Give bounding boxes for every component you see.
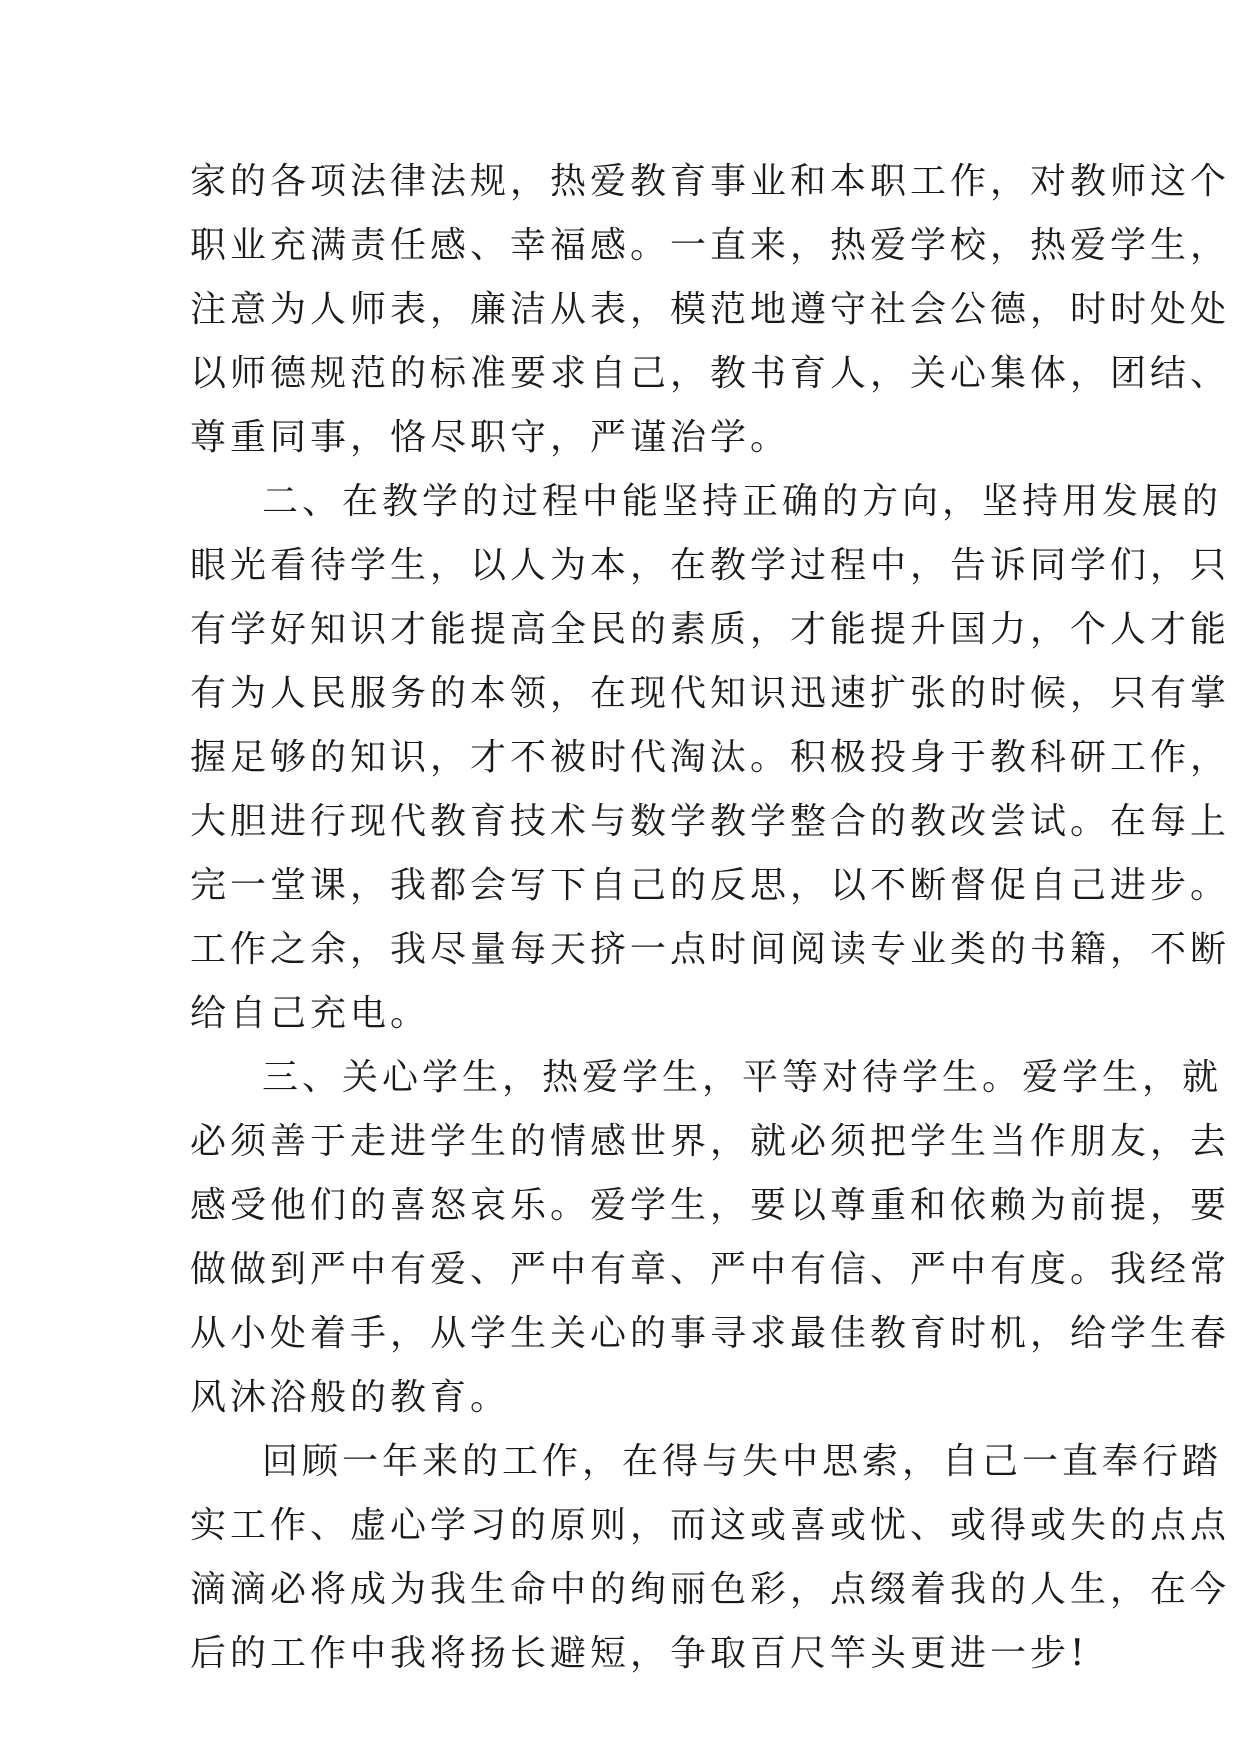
text-line: 眼光看待学生，以人为本，在教学过程中，告诉同学们，只 bbox=[190, 545, 1231, 586]
text-line: 以师德规范的标准要求自己，教书育人，关心集体，团结、 bbox=[190, 353, 1231, 394]
text-line: 有学好知识才能提高全民的素质，才能提升国力，个人才能 bbox=[190, 609, 1231, 650]
text-line: 必须善于走进学生的情感世界，就必须把学生当作朋友，去 bbox=[190, 1121, 1231, 1162]
text-line: 从小处着手，从学生关心的事寻求最佳教育时机，给学生春 bbox=[190, 1313, 1231, 1354]
text-line: 家的各项法律法规，热爱教育事业和本职工作，对教师这个 bbox=[190, 161, 1231, 202]
text-line: 感受他们的喜怒哀乐。爱学生，要以尊重和依赖为前提，要 bbox=[190, 1185, 1231, 1226]
text-line: 工作之余，我尽量每天挤一点时间阅读专业类的书籍，不断 bbox=[190, 929, 1231, 970]
text-line: 后的工作中我将扬长避短，争取百尺竿头更进一步! bbox=[190, 1633, 1089, 1674]
text-line: 握足够的知识，才不被时代淘汰。积极投身于教科研工作， bbox=[190, 737, 1231, 778]
paragraph-start-line: 三、关心学生，热爱学生，平等对待学生。爱学生，就 bbox=[262, 1057, 1223, 1098]
text-line: 实工作、虚心学习的原则，而这或喜或忧、或得或失的点点 bbox=[190, 1505, 1231, 1546]
document-body bbox=[190, 150, 1231, 1686]
paragraph-start-line: 回顾一年来的工作，在得与失中思索，自己一直奉行踏 bbox=[262, 1441, 1223, 1482]
text-line: 注意为人师表，廉洁从表，模范地遵守社会公德，时时处处 bbox=[190, 289, 1231, 330]
text-line: 尊重同事，恪尽职守，严谨治学。 bbox=[190, 417, 791, 458]
text-line: 职业充满责任感、幸福感。一直来，热爱学校，热爱学生， bbox=[190, 225, 1231, 266]
text-line: 滴滴必将成为我生命中的绚丽色彩，点缀着我的人生，在今 bbox=[190, 1569, 1231, 1610]
text-line: 给自己充电。 bbox=[190, 993, 431, 1034]
paragraph-start-line: 二、在教学的过程中能坚持正确的方向，坚持用发展的 bbox=[262, 481, 1223, 522]
text-line: 有为人民服务的本领，在现代知识迅速扩张的时候，只有掌 bbox=[190, 673, 1231, 714]
text-line: 大胆进行现代教育技术与数学教学整合的教改尝试。在每上 bbox=[190, 801, 1231, 842]
text-line: 完一堂课，我都会写下自己的反思，以不断督促自己进步。 bbox=[190, 865, 1231, 906]
text-line: 风沐浴般的教育。 bbox=[190, 1377, 511, 1418]
text-line: 做做到严中有爱、严中有章、严中有信、严中有度。我经常 bbox=[190, 1249, 1231, 1290]
